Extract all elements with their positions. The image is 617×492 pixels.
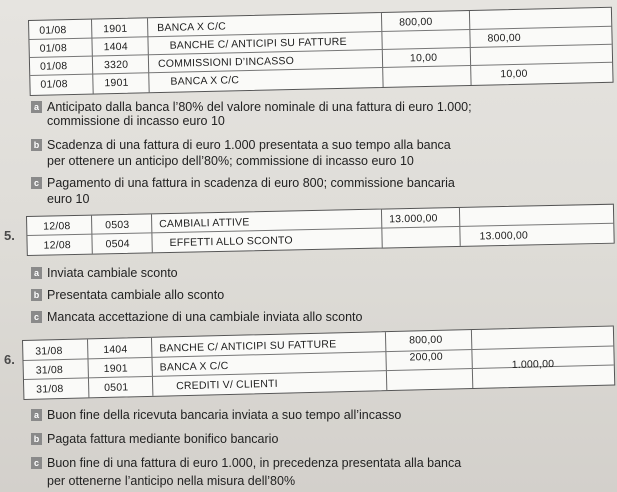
option-4b[interactable] [31, 138, 451, 153]
table-cell-debit: 200,00 [409, 350, 444, 364]
table-cell-code: 0501 [104, 381, 129, 395]
table-cell-credit: 10,00 [500, 67, 528, 81]
option-letter-badge: c [31, 177, 42, 189]
table-cell-account: BANCA X C/C [170, 74, 240, 88]
table-cell-date: 01/08 [39, 60, 68, 73]
table-cell-debit: 800,00 [408, 333, 443, 347]
table-cell-date: 01/08 [39, 42, 68, 55]
table-cell-code: 1901 [103, 362, 129, 376]
journal-table-6 [22, 326, 615, 400]
table-cell-account: COMMISSIONI D’INCASSO [157, 54, 295, 71]
table-cell-code: 0504 [105, 237, 130, 251]
table-cell-code: 1901 [104, 76, 129, 90]
option-text: Buon fine di una fattura di euro 1.000, in precedenza presentata alla banca [47, 456, 462, 470]
option-letter-badge: a [31, 409, 42, 421]
option-4b-continuation: per ottenere un anticipo dell’80%; commissione di incasso euro 10 [47, 154, 414, 168]
option-4c[interactable] [31, 176, 455, 191]
option-text: Pagata fattura mediante bonifico bancario [47, 432, 279, 446]
option-text: Mancata accettazione di una cambiale inviata allo sconto [47, 310, 363, 324]
option-4a[interactable] [31, 100, 472, 115]
table-cell-debit: 13.000,00 [389, 212, 438, 226]
option-4c-continuation: euro 10 [47, 192, 90, 206]
table-cell-credit: 1.000,00 [511, 358, 555, 372]
option-text: Inviata cambiale sconto [47, 266, 178, 280]
table-cell-account: BANCA X C/C [159, 359, 229, 374]
table-cell-code: 0503 [105, 218, 130, 232]
table-cell-date: 01/08 [39, 24, 67, 37]
option-text: Pagamento di una fattura in scadenza di euro 800; commissione bancaria [47, 176, 455, 190]
table-cell-debit: 800,00 [399, 15, 433, 29]
table-cell-debit: 10,00 [409, 51, 438, 65]
table-cell-code: 1404 [103, 40, 128, 54]
option-6b[interactable] [31, 432, 278, 447]
table-cell-code: 1901 [103, 22, 128, 36]
table-cell-date: 12/08 [43, 239, 72, 252]
table-cell-code: 1404 [103, 343, 128, 357]
option-5a[interactable] [31, 266, 178, 281]
journal-table-4 [28, 7, 614, 96]
table-cell-account: BANCHE C/ ANTICIPI SU FATTURE [169, 35, 347, 52]
table-cell-account: BANCHE C/ ANTICIPI SU FATTURE [159, 338, 337, 355]
table-cell-date: 01/08 [40, 78, 68, 91]
option-6c[interactable] [31, 456, 461, 471]
option-text: Presentata cambiale allo sconto [47, 288, 225, 302]
table-cell-code: 3320 [103, 58, 129, 72]
option-5b[interactable] [31, 288, 224, 303]
table-cell-account: BANCA X C/C [157, 20, 227, 35]
option-letter-badge: b [31, 289, 42, 301]
option-letter-badge: b [31, 139, 42, 151]
table-cell-account: CREDITI V/ CLIENTI [176, 377, 278, 393]
option-text: Anticipato dalla banca l’80% del valore nominale di una fattura di euro 1.000; [47, 100, 472, 114]
option-letter-badge: c [31, 457, 42, 469]
option-6c-continuation: per ottenerne l’anticipo nella misura dell’80% [47, 474, 296, 488]
option-letter-badge: c [31, 311, 42, 323]
option-text: Buon fine della ricevuta bancaria inviata a suo tempo all’incasso [47, 408, 402, 422]
table-cell-date: 12/08 [43, 220, 71, 233]
exercise-number-6: 6. [4, 352, 15, 367]
table-cell-account: CAMBIALI ATTIVE [159, 216, 250, 231]
option-6a[interactable] [31, 408, 401, 423]
option-4a-continuation: commissione di incasso euro 10 [47, 114, 225, 128]
journal-table-5 [26, 204, 615, 256]
table-cell-account: EFFETTI ALLO SCONTO [169, 234, 293, 249]
option-5c[interactable] [31, 310, 362, 325]
table-cell-date: 31/08 [36, 383, 64, 396]
option-letter-badge: a [31, 101, 42, 113]
option-letter-badge: a [31, 267, 42, 279]
table-cell-date: 31/08 [35, 364, 64, 377]
option-letter-badge: b [31, 433, 42, 445]
option-text: Scadenza di una fattura di euro 1.000 presentata a suo tempo alla banca [47, 138, 451, 152]
exercise-number-5: 5. [4, 228, 15, 243]
table-cell-credit: 800,00 [487, 31, 521, 45]
table-cell-credit: 13.000,00 [479, 229, 529, 243]
table-cell-date: 31/08 [35, 345, 63, 358]
